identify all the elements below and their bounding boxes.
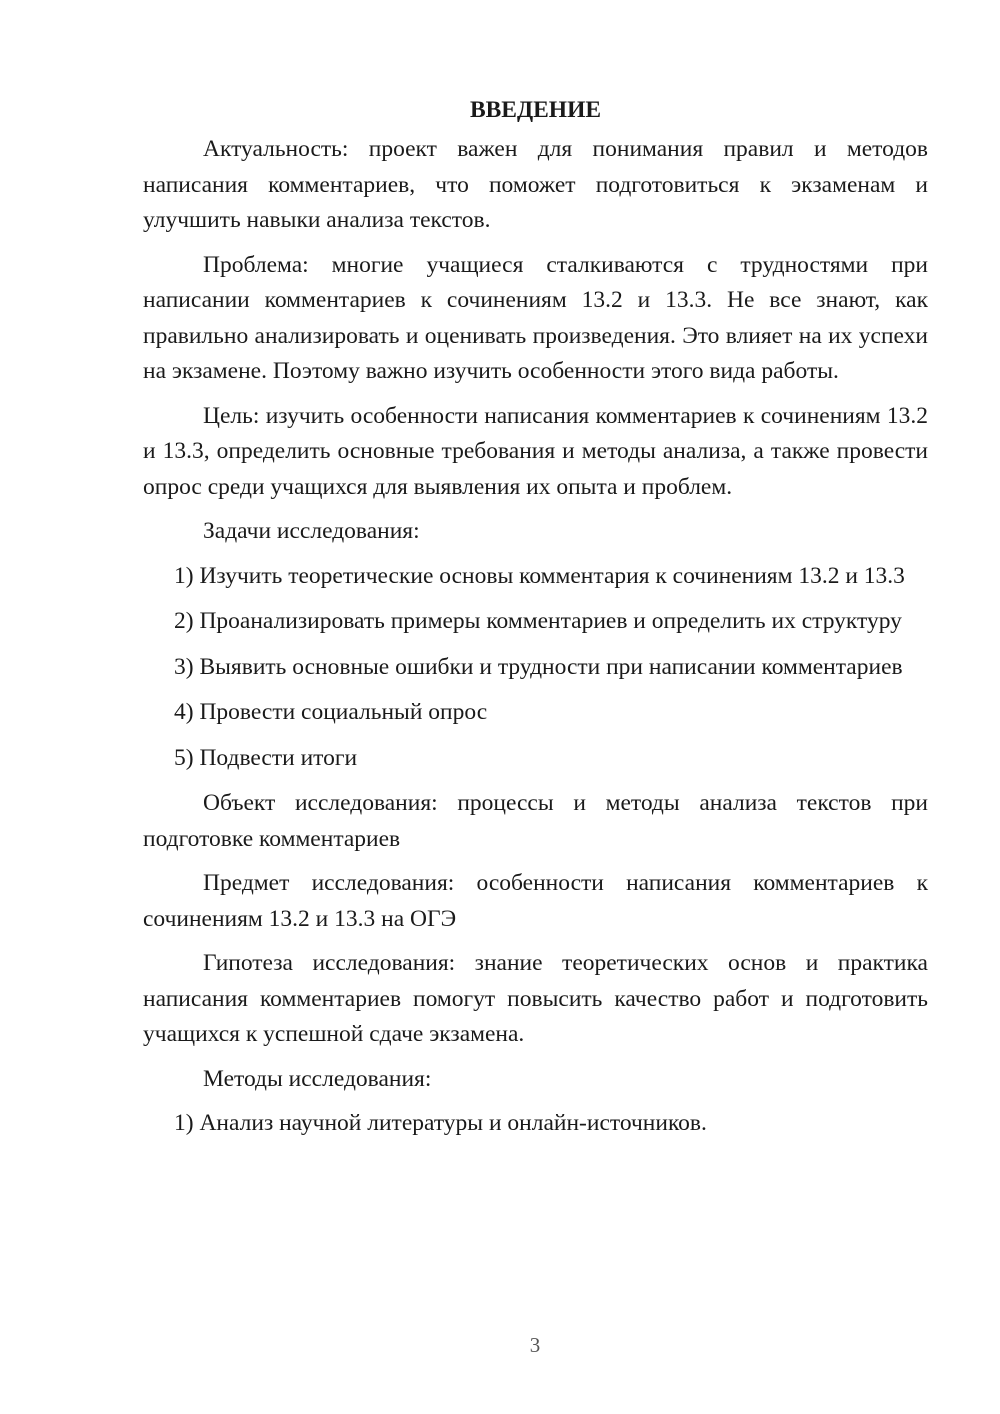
- problem-paragraph: Проблема: многие учащиеся сталкиваются с трудностями при написании комментариев к сочинениям 13.2 и 13.3. Не все знают, как правильно анализировать и оценивать произведения. Это влияет на их успехи на экзамене. Поэтому важно изучить особенности этого вида работы.: [143, 251, 928, 384]
- task-item: 4) Провести социальный опрос: [174, 699, 488, 725]
- methods-heading: Методы исследования:: [203, 1065, 432, 1092]
- object-paragraph: Объект исследования: процессы и методы анализа текстов при подготовке комментариев: [143, 790, 928, 852]
- task-item: 1) Изучить теоретические основы комментария к сочинениям 13.2 и 13.3: [174, 562, 905, 589]
- task-item: 5) Подвести итоги: [174, 744, 358, 771]
- tasks-heading: Задачи исследования:: [203, 518, 420, 544]
- relevance-paragraph: Актуальность: проект важен для понимания правил и методов написания комментариев, что поможет подготовиться к экзаменам и улучшить навыки анализа текстов.: [143, 136, 928, 233]
- section-heading: ВВЕДЕНИЕ: [469, 97, 602, 123]
- goal-paragraph: Цель: изучить особенности написания комментариев к сочинениям 13.2 и 13.3, определить основные требования и методы анализа, а также провести опрос среди учащихся для выявления их опыта и проблем.: [143, 402, 928, 500]
- page-number: 3: [529, 1333, 541, 1357]
- method-item: 1) Анализ научной литературы и онлайн-источников.: [174, 1110, 707, 1136]
- task-item: 3) Выявить основные ошибки и трудности при написании комментариев: [174, 653, 903, 680]
- subject-paragraph: Предмет исследования: особенности написания комментариев к сочинениям 13.2 и 13.3 на ОГЭ: [143, 870, 928, 932]
- hypothesis-paragraph: Гипотеза исследования: знание теоретических основ и практика написания комментариев помогут повысить качество работ и подготовить учащихся к успешной сдаче экзамена.: [143, 950, 928, 1047]
- page-content: [143, 93, 928, 1152]
- task-item: 2) Проанализировать примеры комментариев и определить их структуру: [174, 608, 902, 634]
